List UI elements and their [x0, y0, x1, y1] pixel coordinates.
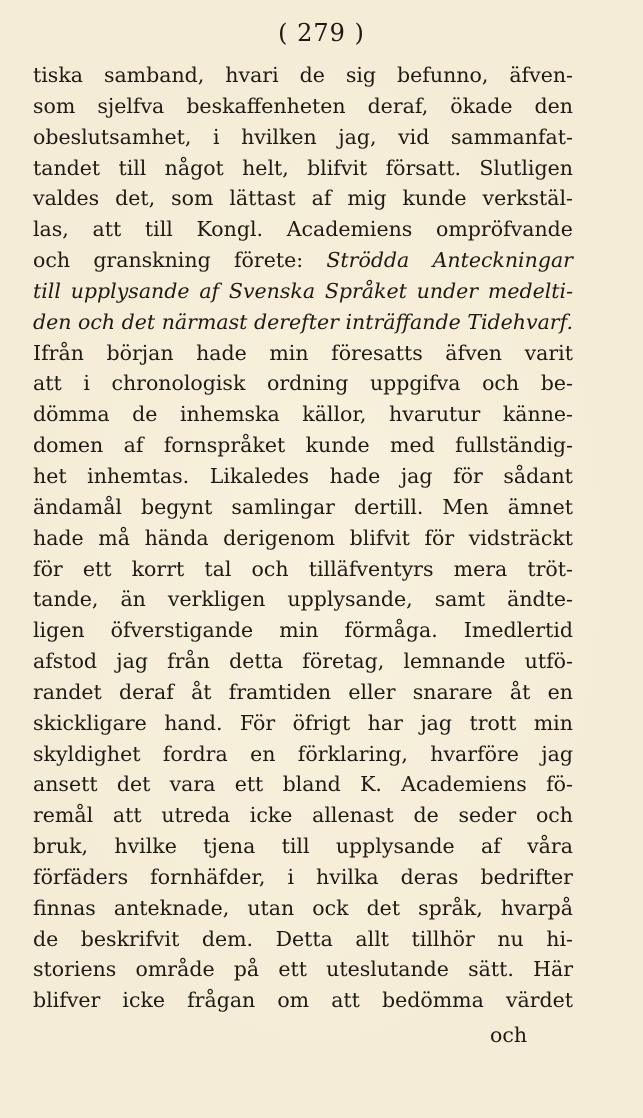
- word: medelti-: [487, 278, 573, 303]
- word: Språket: [324, 278, 407, 303]
- word: dertill.: [353, 494, 424, 519]
- word: för: [33, 556, 63, 581]
- word: något: [164, 155, 224, 180]
- word: vidsträckt: [468, 525, 573, 550]
- word: bruk,: [33, 834, 89, 859]
- word: för: [453, 463, 483, 488]
- word: Men: [442, 494, 489, 519]
- word: be-: [540, 371, 573, 396]
- word: ett: [234, 772, 264, 797]
- word: Strödda: [326, 248, 410, 273]
- word: språk,: [418, 895, 483, 920]
- word: samt: [434, 587, 486, 612]
- word: derefter: [253, 309, 339, 334]
- word: kunde: [402, 186, 467, 211]
- text-line: [33, 769, 573, 800]
- word: föresatts: [331, 340, 423, 365]
- word: en: [250, 741, 276, 766]
- word: framtiden: [228, 679, 332, 704]
- word: blifvit: [349, 525, 410, 550]
- word: öfrigt: [292, 710, 351, 735]
- word: bland: [282, 772, 341, 797]
- word: mig: [347, 186, 387, 211]
- word: jag: [400, 463, 433, 488]
- word: icke: [122, 988, 166, 1013]
- word: samlingar: [231, 494, 335, 519]
- word: försatt.: [385, 155, 462, 180]
- text-line: [33, 461, 573, 492]
- word: dem.: [201, 926, 254, 951]
- word: att: [33, 371, 62, 396]
- word: Detta: [275, 926, 333, 951]
- text-line: [33, 985, 573, 1016]
- text-line: [33, 368, 573, 399]
- word: sig: [345, 63, 377, 87]
- word: upplysande: [335, 834, 455, 859]
- word: område: [135, 957, 215, 982]
- word: upplysande,: [287, 587, 413, 612]
- word: Imedlertid: [463, 618, 573, 643]
- word: utreda: [161, 803, 231, 828]
- word: blifver: [33, 988, 101, 1013]
- word: ordning: [266, 371, 349, 396]
- word: detta: [229, 649, 284, 674]
- word: må: [98, 525, 130, 550]
- word: den: [33, 309, 72, 334]
- word: det: [366, 895, 401, 920]
- word: obeslutsamhet,: [33, 124, 192, 149]
- word: lemnande: [403, 649, 506, 674]
- word: deraf,: [367, 93, 429, 118]
- text-line: [33, 708, 573, 739]
- word: och: [482, 371, 520, 396]
- word: jag: [116, 649, 148, 674]
- word: trott: [469, 710, 517, 735]
- word: ligen: [33, 618, 85, 643]
- word: af: [311, 186, 332, 211]
- word: företag,: [302, 649, 385, 674]
- catchword: och: [490, 1023, 528, 1047]
- text-line: [33, 523, 573, 554]
- word: begynt: [140, 494, 213, 519]
- word: förfäders: [33, 864, 129, 889]
- text-line: [33, 276, 573, 307]
- text-line: [33, 893, 573, 924]
- text-line: [33, 91, 573, 122]
- word: att: [112, 803, 142, 828]
- text-line: [33, 584, 573, 615]
- word: närmast: [161, 309, 248, 334]
- word: hvarföre: [430, 741, 519, 766]
- word: till: [118, 155, 147, 180]
- word: ett: [278, 957, 307, 982]
- word: lättast: [229, 186, 296, 211]
- word: korrt: [131, 556, 185, 581]
- text-line: [33, 60, 573, 91]
- word: K.: [360, 772, 382, 797]
- word: deras: [400, 864, 459, 889]
- word: valdes: [33, 186, 100, 211]
- word: förmåga.: [344, 618, 438, 643]
- word: källor,: [302, 402, 367, 427]
- word: mera: [453, 556, 508, 581]
- word: tilläfventyrs: [308, 556, 434, 581]
- word: granskning: [93, 248, 211, 273]
- word: chronologisk: [111, 371, 246, 396]
- word: till: [33, 278, 61, 303]
- word: beskaffenheten: [186, 93, 346, 118]
- word: finnas: [33, 895, 96, 920]
- word: randet: [33, 679, 102, 704]
- word: förete:: [233, 248, 304, 273]
- word: seder: [458, 803, 517, 828]
- word: kunde: [305, 433, 370, 458]
- word: Tidehvarf.: [467, 309, 573, 334]
- word: allt: [355, 926, 389, 951]
- word: hvilka: [316, 864, 379, 889]
- word: hvari: [225, 63, 279, 87]
- word: som: [171, 186, 214, 211]
- word: inhemska: [180, 402, 280, 427]
- word: verkstäl-: [482, 186, 573, 211]
- word: sätt.: [468, 957, 514, 982]
- word: inhemtas.: [87, 463, 190, 488]
- word: till: [144, 217, 173, 242]
- word: de: [413, 803, 439, 828]
- word: jag,: [338, 124, 377, 149]
- word: befunno,: [397, 63, 489, 87]
- word: upplysande: [70, 278, 190, 303]
- word: jag: [420, 710, 453, 735]
- word: värdet: [505, 988, 573, 1013]
- word: hade: [33, 525, 84, 550]
- word: tal: [204, 556, 232, 581]
- word: vid: [398, 124, 430, 149]
- word: bedömma: [381, 988, 484, 1013]
- word: Ifrån: [33, 340, 84, 365]
- word: tandet: [33, 155, 101, 180]
- word: hvilke: [114, 834, 177, 859]
- word: från: [167, 649, 210, 674]
- word: och: [535, 803, 573, 828]
- word: verkligen: [167, 587, 266, 612]
- word: hand.: [164, 710, 223, 735]
- word: bedrifter: [480, 864, 573, 889]
- word: ökade: [450, 93, 513, 118]
- word: en: [547, 679, 573, 704]
- word: inträffande: [345, 309, 461, 334]
- text-line: [33, 214, 573, 245]
- word: tande,: [33, 587, 99, 612]
- word: samband,: [103, 63, 205, 87]
- word: sådant: [503, 463, 573, 488]
- word: uteslutande: [326, 957, 449, 982]
- text-line: [33, 245, 573, 276]
- word: dömma: [33, 402, 110, 427]
- word: Slutligen: [479, 155, 573, 180]
- word: fordra: [162, 741, 228, 766]
- word: i: [212, 124, 220, 149]
- word: eller: [348, 679, 396, 704]
- text-line: [33, 307, 573, 338]
- text-line: [33, 831, 573, 862]
- word: för: [424, 525, 455, 550]
- word: beskrifvit: [80, 926, 180, 951]
- word: hi-: [546, 926, 573, 951]
- text-line: [33, 924, 573, 955]
- text-line: [33, 646, 573, 677]
- text-line: [33, 677, 573, 708]
- word: de: [33, 926, 59, 951]
- word: på: [233, 957, 260, 982]
- word: ock: [312, 895, 349, 920]
- word: las,: [33, 217, 69, 242]
- word: fornhäfder,: [150, 864, 266, 889]
- word: äfven-: [509, 63, 573, 87]
- text-line: [33, 153, 573, 184]
- body-text: [33, 60, 573, 1016]
- word: skyldighet: [33, 741, 141, 766]
- text-line: [33, 739, 573, 770]
- word: att: [92, 217, 122, 242]
- word: hvarutur: [389, 402, 481, 427]
- text-line: [33, 122, 573, 153]
- word: varit: [524, 340, 573, 365]
- word: det,: [115, 186, 156, 211]
- word: af: [480, 834, 501, 859]
- word: tjena: [203, 834, 256, 859]
- word: ändamål: [33, 494, 122, 519]
- word: frågan: [187, 988, 256, 1013]
- text-line: [33, 554, 573, 585]
- word: het: [33, 463, 67, 488]
- word: fö-: [546, 772, 573, 797]
- word: åt: [509, 679, 531, 704]
- word: i: [287, 864, 295, 889]
- word: att: [331, 988, 360, 1013]
- word: min: [279, 618, 319, 643]
- text-line: [33, 430, 573, 461]
- word: känne-: [502, 402, 573, 427]
- word: om: [277, 988, 310, 1013]
- word: blifvit: [307, 155, 368, 180]
- text-line: [33, 954, 573, 985]
- word: som: [33, 93, 76, 118]
- word: ansett: [33, 772, 98, 797]
- word: Anteckningar: [432, 248, 573, 273]
- word: det: [121, 309, 156, 334]
- word: sjelfva: [97, 93, 165, 118]
- text-line: [33, 183, 573, 214]
- word: början: [106, 340, 174, 365]
- word: vara: [169, 772, 216, 797]
- word: utfö-: [524, 649, 573, 674]
- word: Academiens: [401, 772, 527, 797]
- word: Likaledes: [209, 463, 310, 488]
- text-line: [33, 338, 573, 369]
- word: min: [533, 710, 573, 735]
- word: derigenom: [223, 525, 336, 550]
- word: ompröfvande: [436, 217, 573, 242]
- word: under: [416, 278, 479, 303]
- text-line: [33, 492, 573, 523]
- word: Svenska: [228, 278, 316, 303]
- word: af: [123, 433, 144, 458]
- word: uppgifva: [369, 371, 461, 396]
- word: domen: [33, 433, 104, 458]
- word: tiska: [33, 63, 83, 87]
- word: af: [199, 278, 220, 303]
- word: och: [78, 309, 116, 334]
- word: till: [281, 834, 310, 859]
- page-number: ( 279 ): [278, 19, 365, 47]
- word: med: [390, 433, 435, 458]
- word: äfven: [445, 340, 503, 365]
- word: åt: [191, 679, 212, 704]
- text-line: [33, 800, 573, 831]
- word: hvilken: [241, 124, 317, 149]
- word: tillhör: [411, 926, 475, 951]
- word: fullständig-: [455, 433, 573, 458]
- word: och: [33, 248, 71, 273]
- word: storiens: [33, 957, 117, 982]
- word: förklaring,: [297, 741, 408, 766]
- word: helt,: [242, 155, 289, 180]
- word: sammanfat-: [450, 124, 573, 149]
- word: jag: [541, 741, 573, 766]
- word: skickligare: [33, 710, 147, 735]
- word: den: [534, 93, 573, 118]
- word: afstod: [33, 649, 98, 674]
- text-line: [33, 399, 573, 430]
- word: hade: [196, 340, 247, 365]
- text-line: [33, 862, 573, 893]
- word: snarare: [412, 679, 493, 704]
- word: ändte-: [507, 587, 573, 612]
- word: Academiens: [286, 217, 413, 242]
- word: det: [116, 772, 151, 797]
- word: Här: [533, 957, 573, 982]
- word: och: [251, 556, 289, 581]
- word: hade: [329, 463, 381, 488]
- word: öfverstigande: [110, 618, 254, 643]
- text-line: [33, 615, 573, 646]
- word: har: [367, 710, 403, 735]
- word: de: [132, 402, 158, 427]
- word: hända: [144, 525, 209, 550]
- word: i: [83, 371, 90, 396]
- word: utan: [247, 895, 295, 920]
- word: än: [120, 587, 146, 612]
- word: allenast: [312, 803, 394, 828]
- word: remål: [33, 803, 94, 828]
- word: deraf: [118, 679, 174, 704]
- word: våra: [527, 834, 573, 859]
- word: min: [269, 340, 309, 365]
- word: hvarpå: [500, 895, 573, 920]
- word: ett: [82, 556, 112, 581]
- word: anteknade,: [113, 895, 230, 920]
- word: ämnet: [507, 494, 573, 519]
- word: tröt-: [527, 556, 573, 581]
- word: icke: [249, 803, 293, 828]
- word: de: [299, 63, 325, 87]
- word: nu: [497, 926, 524, 951]
- word: Kongl.: [196, 217, 264, 242]
- word: För: [239, 710, 276, 735]
- word: fornspråket: [163, 433, 286, 458]
